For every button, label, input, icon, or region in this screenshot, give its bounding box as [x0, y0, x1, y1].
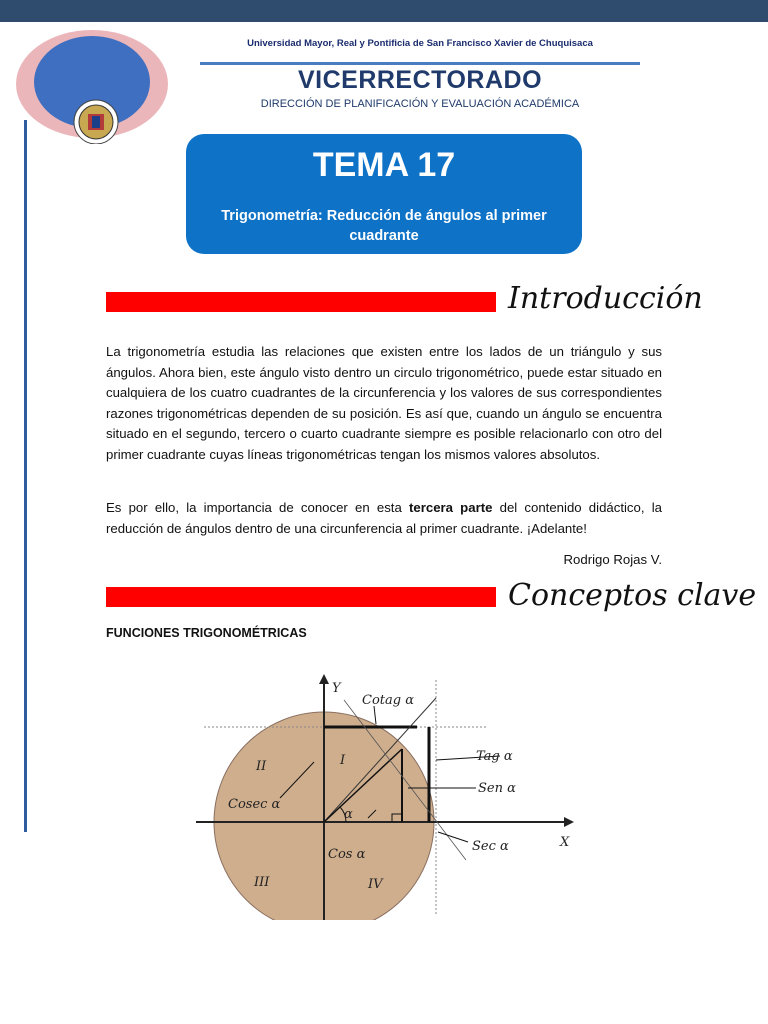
- sen-label: Sen α: [478, 781, 516, 796]
- university-logo: [14, 26, 174, 144]
- author-name: Rodrigo Rojas V.: [563, 552, 662, 567]
- paragraph-2-text-b: del contenido didáctico, la reducción de ángulos dentro de una circunferencia al primer cuadrante. ¡Adelante!: [106, 500, 662, 536]
- paragraph-2-bold: tercera parte: [409, 500, 493, 515]
- topic-title: TEMA 17: [312, 146, 456, 184]
- topic-banner: [186, 134, 582, 254]
- x-axis-arrow: [564, 817, 574, 827]
- cotag-arrow: [374, 706, 376, 724]
- office-title: VICERRECTORADO: [297, 66, 543, 94]
- left-margin-rule: [24, 120, 27, 832]
- intro-heading: Introducción: [508, 281, 703, 316]
- trig-circle-diagram: [196, 670, 590, 920]
- university-name: Universidad Mayor, Real y Pontificia de San Francisco Xavier de Chuquisaca: [247, 38, 593, 49]
- concepts-red-bar: [106, 587, 496, 607]
- top-bar: [0, 0, 768, 22]
- y-axis-label: Y: [332, 681, 341, 696]
- sec-label: Sec α: [472, 839, 509, 854]
- cotag-label: Cotag α: [362, 693, 414, 708]
- tag-label: Tag α: [476, 749, 513, 764]
- alpha-label: α: [344, 807, 353, 822]
- quadrant-4-label: IV: [368, 877, 383, 892]
- y-axis-arrow: [319, 674, 329, 684]
- paragraph-2-text-a: Es por ello, la importancia de conocer en esta: [106, 500, 409, 515]
- quadrant-3-label: III: [254, 875, 270, 890]
- quadrant-1-label: I: [340, 753, 346, 768]
- sec-arrow: [438, 832, 468, 842]
- x-axis-label: X: [560, 835, 570, 850]
- functions-subheading: FUNCIONES TRIGONOMÉTRICAS: [106, 626, 307, 640]
- intro-paragraph-2: [106, 498, 662, 539]
- department-name: DIRECCIÓN DE PLANIFICACIÓN Y EVALUACIÓN ACADÉMICA: [260, 98, 580, 110]
- header-divider: [200, 62, 640, 65]
- cos-label: Cos α: [328, 847, 366, 862]
- topic-subtitle: Trigonometría: Reducción de ángulos al primer cuadrante: [221, 208, 547, 244]
- intro-paragraph-1: La trigonometría estudia las relaciones que existen entre los lados de un triángulo y sus ángulos. Ahora bien, este ángulo visto dentro un circulo trigonométrico, puede estar situado en cualquiera de los cuatro cuadrantes de la circunferencia y los valores de sus correspondientes razones trigonométricas dependen de su posición. Es así que, cuando un ángulo se encuentra situado en el segundo, tercero o cuarto cuadrante siempre es posible relacionarlo con otro del primer cuadrante cuyas líneas trigonométricas tengan los mismos valores absolutos.: [106, 344, 662, 462]
- quadrant-2-label: II: [256, 759, 267, 774]
- intro-red-bar: [106, 292, 496, 312]
- concepts-heading: Conceptos clave: [508, 578, 757, 613]
- cosec-label: Cosec α: [228, 797, 281, 812]
